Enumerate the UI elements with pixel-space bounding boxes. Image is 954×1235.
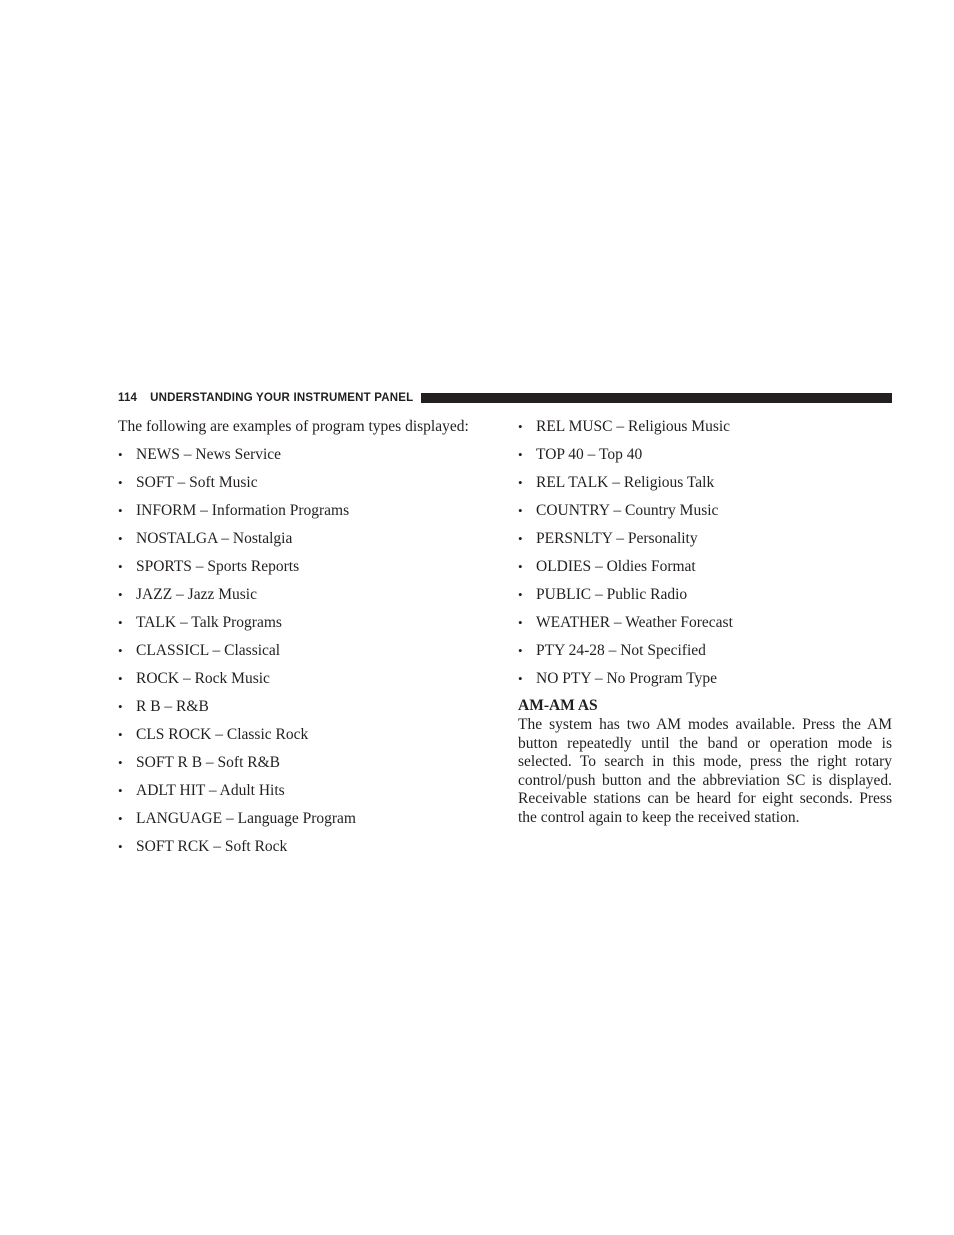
list-item [518,640,892,668]
list-item-text: NEWS – News Service [136,446,282,463]
list-item-text: SOFT R B – Soft R&B [136,754,280,771]
list-item [518,612,892,640]
list-item-text: TALK – Talk Programs [136,614,282,631]
list-item [518,500,892,528]
bullet-icon: • [118,587,123,602]
list-item-text: SPORTS – Sports Reports [136,558,300,575]
list-item-text: WEATHER – Weather Forecast [536,614,733,631]
bullet-icon: • [518,475,523,490]
program-type-list-left [118,444,498,864]
program-type-list-right [518,416,892,696]
intro-text: The following are examples of program types displayed: [118,418,469,435]
bullet-icon: • [518,587,523,602]
bullet-icon: • [518,419,523,434]
list-item [118,724,498,752]
list-item-text: SOFT – Soft Music [136,474,258,491]
page-number: 114 [118,392,138,404]
bullet-icon: • [518,643,523,658]
page-header [118,390,892,406]
list-item [118,472,498,500]
list-item-text: REL TALK – Religious Talk [536,474,715,491]
bullet-icon: • [118,755,123,770]
list-item [518,416,892,444]
list-item-text: PTY 24-28 – Not Specified [536,642,706,659]
section-heading-am-as: AM-AM AS [518,697,598,714]
bullet-icon: • [518,615,523,630]
bullet-icon: • [118,839,123,854]
list-item [518,472,892,500]
list-item-text: COUNTRY – Country Music [536,502,719,519]
am-modes-paragraph: The system has two AM modes available. Press the AM button repeatedly until the band or operation mode is selected. To search in this mode, press the right rotary control/push button and the abbreviation SC is displayed. Receivable stations can be heard for eight seconds. Press the control again to keep the received station. [518,716,892,826]
list-item [118,640,498,668]
bullet-icon: • [118,727,123,742]
bullet-icon: • [118,559,123,574]
bullet-icon: • [118,615,123,630]
list-item-text: JAZZ – Jazz Music [136,586,257,603]
list-item [118,612,498,640]
list-item [518,556,892,584]
list-item [118,528,498,556]
list-item-text: PUBLIC – Public Radio [536,586,688,603]
bullet-icon: • [118,811,123,826]
list-item [118,752,498,780]
list-item [118,584,498,612]
list-item-text: ADLT HIT – Adult Hits [136,782,285,799]
list-item-text: R B – R&B [136,698,209,715]
list-item [518,528,892,556]
bullet-icon: • [118,699,123,714]
list-item [518,668,892,696]
bullet-icon: • [518,503,523,518]
list-item [118,444,498,472]
list-item-text: REL MUSC – Religious Music [536,418,731,435]
header-rule-bar [421,393,892,403]
bullet-icon: • [118,643,123,658]
list-item [118,780,498,808]
list-item-text: SOFT RCK – Soft Rock [136,838,288,855]
bullet-icon: • [518,447,523,462]
list-item [118,556,498,584]
list-item-text: CLASSICL – Classical [136,642,281,659]
list-item-text: PERSNLTY – Personality [536,530,698,547]
list-item-text: LANGUAGE – Language Program [136,810,356,827]
right-column [518,416,892,828]
list-item [518,444,892,472]
list-item [118,500,498,528]
list-item-text: TOP 40 – Top 40 [536,446,643,463]
list-item-text: INFORM – Information Programs [136,502,350,519]
bullet-icon: • [518,531,523,546]
list-item-text: ROCK – Rock Music [136,670,270,687]
bullet-icon: • [118,531,123,546]
bullet-icon: • [118,671,123,686]
bullet-icon: • [518,671,523,686]
bullet-icon: • [118,783,123,798]
list-item [118,696,498,724]
list-item-text: NO PTY – No Program Type [536,670,718,687]
list-item-text: NOSTALGA – Nostalgia [136,530,293,547]
list-item [118,668,498,696]
list-item-text: CLS ROCK – Classic Rock [136,726,309,743]
list-item [118,808,498,836]
bullet-icon: • [118,503,123,518]
list-item-text: OLDIES – Oldies Format [536,558,696,575]
bullet-icon: • [118,447,123,462]
section-title: UNDERSTANDING YOUR INSTRUMENT PANEL [150,392,414,404]
bullet-icon: • [118,475,123,490]
left-column [118,416,498,864]
list-item [118,836,498,864]
list-item [518,584,892,612]
bullet-icon: • [518,559,523,574]
